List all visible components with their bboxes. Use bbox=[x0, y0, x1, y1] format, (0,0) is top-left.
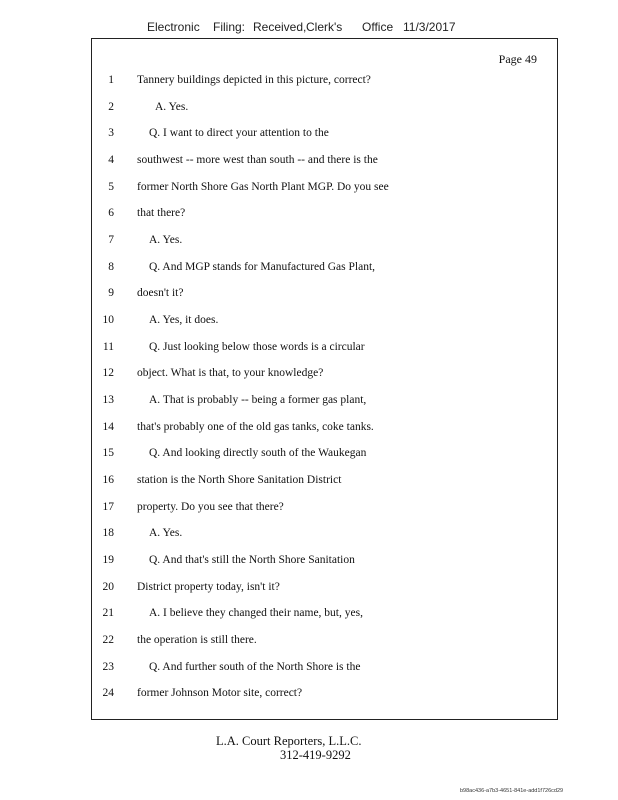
transcript-line bbox=[92, 101, 557, 119]
transcript-line bbox=[92, 634, 557, 652]
line-number: 23 bbox=[102, 661, 114, 673]
line-number: 14 bbox=[102, 421, 114, 433]
line-text: former North Shore Gas North Plant MGP. Do you see bbox=[137, 181, 389, 193]
line-text: former Johnson Motor site, correct? bbox=[137, 687, 303, 699]
filing-clerks-label: Clerk's bbox=[306, 20, 343, 34]
filing-header bbox=[0, 20, 618, 36]
line-number: 18 bbox=[102, 527, 114, 539]
transcript-line bbox=[92, 367, 557, 385]
line-number: 8 bbox=[108, 261, 114, 273]
filing-date: 11/3/2017 bbox=[403, 20, 456, 34]
transcript-line bbox=[92, 341, 557, 359]
transcript-line bbox=[92, 261, 557, 279]
transcript-line bbox=[92, 554, 557, 572]
line-text: station is the North Shore Sanitation District bbox=[137, 474, 342, 486]
transcript-line bbox=[92, 314, 557, 332]
line-number: 15 bbox=[102, 447, 114, 459]
line-text: Q. And MGP stands for Manufactured Gas Plant, bbox=[149, 261, 376, 273]
line-number: 16 bbox=[102, 474, 114, 486]
line-text: Q. Just looking below those words is a circular bbox=[149, 341, 365, 353]
page-number: Page 49 bbox=[498, 52, 537, 66]
line-number: 17 bbox=[102, 501, 114, 513]
line-text: the operation is still there. bbox=[137, 634, 257, 646]
transcript-line bbox=[92, 234, 557, 252]
filing-received-label: Received, bbox=[253, 20, 307, 34]
filing-label: Filing: bbox=[213, 20, 246, 34]
line-number: 10 bbox=[102, 314, 114, 326]
transcript-line bbox=[92, 287, 557, 305]
line-number: 12 bbox=[102, 367, 114, 379]
line-text: A. I believe they changed their name, but, yes, bbox=[149, 607, 363, 619]
transcript-page bbox=[91, 38, 558, 720]
transcript-line bbox=[92, 581, 557, 599]
line-number: 9 bbox=[108, 287, 114, 299]
line-number: 1 bbox=[108, 74, 114, 86]
line-text: that's probably one of the old gas tanks, coke tanks. bbox=[137, 421, 374, 433]
line-text: District property today, isn't it? bbox=[137, 581, 280, 593]
line-text: property. Do you see that there? bbox=[137, 501, 284, 513]
transcript-line bbox=[92, 207, 557, 225]
line-text: A. That is probably -- being a former gas plant, bbox=[149, 394, 367, 406]
line-number: 5 bbox=[108, 181, 114, 193]
transcript-line bbox=[92, 501, 557, 519]
transcript-line bbox=[92, 127, 557, 145]
court-reporter-phone: 312-419-9292 bbox=[280, 748, 351, 762]
line-number: 22 bbox=[102, 634, 114, 646]
transcript-line bbox=[92, 154, 557, 172]
line-text: A. Yes. bbox=[149, 234, 183, 246]
filing-office-label: Office bbox=[362, 20, 394, 34]
line-number: 2 bbox=[108, 101, 114, 113]
line-number: 4 bbox=[108, 154, 114, 166]
court-reporter-name: L.A. Court Reporters, L.L.C. bbox=[216, 734, 362, 748]
line-text: A. Yes. bbox=[149, 527, 183, 539]
transcript-line bbox=[92, 687, 557, 705]
line-number: 13 bbox=[102, 394, 114, 406]
line-text: Q. And further south of the North Shore is the bbox=[149, 661, 361, 673]
filing-electronic-label: Electronic bbox=[147, 20, 200, 34]
line-number: 24 bbox=[102, 687, 114, 699]
transcript-line bbox=[92, 607, 557, 625]
line-number: 21 bbox=[102, 607, 114, 619]
line-number: 19 bbox=[102, 554, 114, 566]
line-text: Q. I want to direct your attention to the bbox=[149, 127, 329, 139]
document-hash: b98ac436-a7b3-4651-841e-add1f726cd29 bbox=[460, 788, 564, 794]
line-text: A. Yes. bbox=[155, 101, 189, 113]
line-text: Q. And that's still the North Shore Sanitation bbox=[149, 554, 355, 566]
line-number: 11 bbox=[102, 341, 114, 353]
line-number: 20 bbox=[102, 581, 114, 593]
transcript-line bbox=[92, 74, 557, 92]
line-text: object. What is that, to your knowledge? bbox=[137, 367, 324, 379]
transcript-line bbox=[92, 421, 557, 439]
transcript-line bbox=[92, 474, 557, 492]
line-text: Tannery buildings depicted in this picture, correct? bbox=[137, 74, 371, 86]
transcript-line bbox=[92, 527, 557, 545]
line-text: Q. And looking directly south of the Waukegan bbox=[149, 447, 367, 459]
transcript-line bbox=[92, 181, 557, 199]
transcript-line bbox=[92, 447, 557, 465]
transcript-line bbox=[92, 661, 557, 679]
line-text: doesn't it? bbox=[137, 287, 184, 299]
line-text: A. Yes, it does. bbox=[149, 314, 219, 326]
line-text: southwest -- more west than south -- and there is the bbox=[137, 154, 378, 166]
transcript-line bbox=[92, 394, 557, 412]
line-number: 3 bbox=[108, 127, 114, 139]
line-number: 6 bbox=[108, 207, 114, 219]
line-number: 7 bbox=[108, 234, 114, 246]
line-text: that there? bbox=[137, 207, 186, 219]
